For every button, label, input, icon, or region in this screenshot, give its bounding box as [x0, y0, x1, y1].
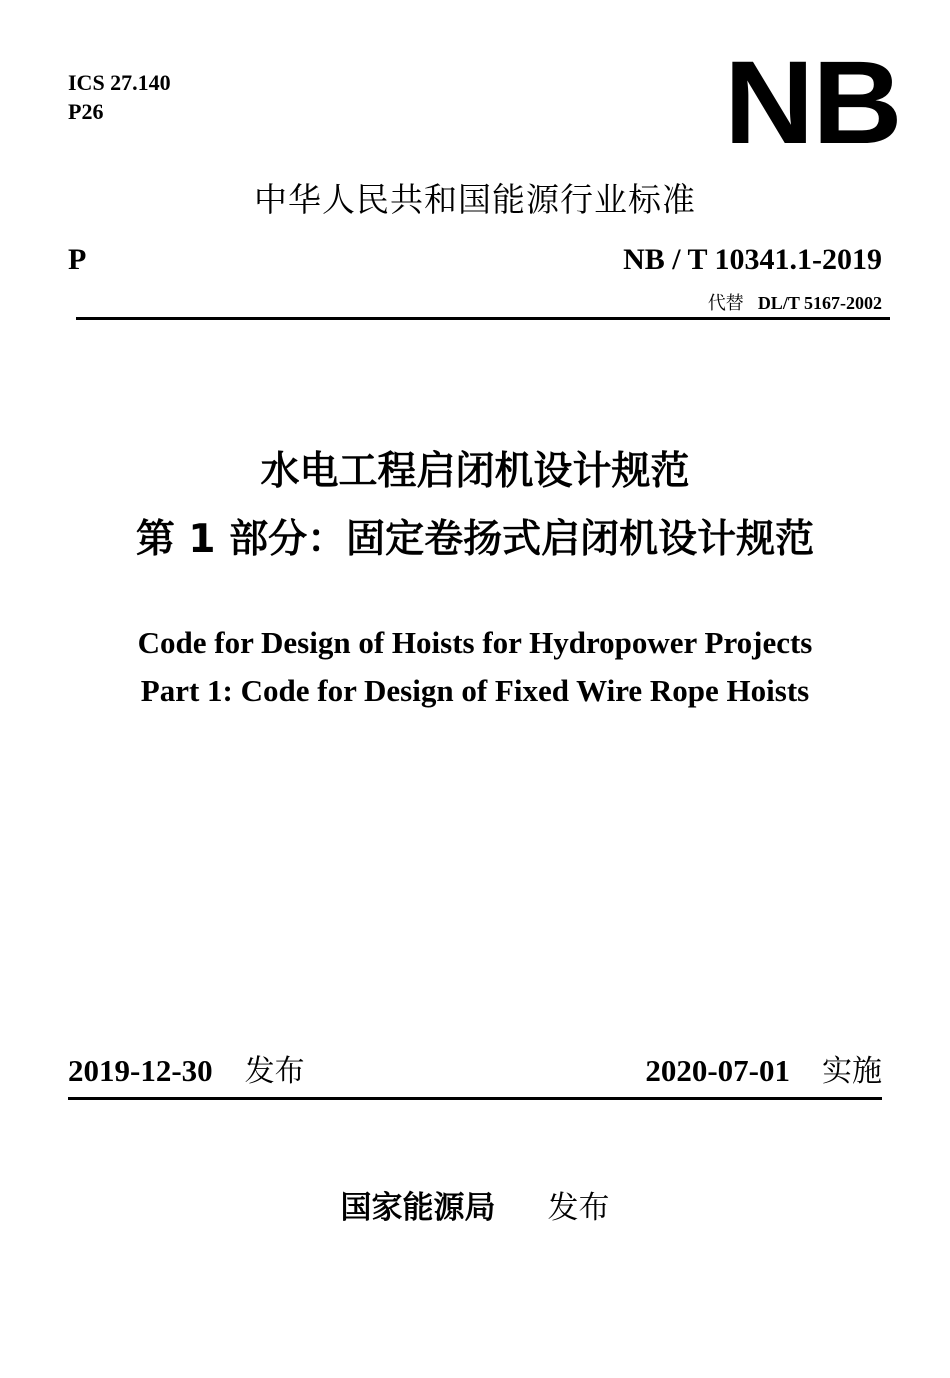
classification-codes: [68, 68, 171, 126]
replaces-number: DL/T 5167-2002: [757, 293, 882, 313]
category-mark: P: [68, 243, 87, 276]
footer-divider: [68, 1097, 882, 1100]
replaces-label: 代替: [707, 293, 744, 314]
issuer-organization: 国家能源局: [340, 1190, 496, 1226]
title-en-line1: Code for Design of Hoists for Hydropower Projects: [137, 625, 813, 660]
standard-type-heading: 中华人民共和国能源行业标准: [254, 180, 696, 219]
implement-date: 2020-07-01: [645, 1053, 790, 1088]
issue-date-line: [68, 1046, 305, 1090]
replaces-line: [708, 289, 882, 315]
title-en-line2: Part 1: Code for Design of Fixed Wire Rope Hoists: [140, 673, 810, 708]
nb-logo: NB: [724, 37, 901, 169]
title-cn-line2: 第 1 部分：固定卷扬式启闭机设计规范: [135, 517, 815, 562]
implement-date-line: [645, 1046, 882, 1090]
issuer-action: 发布: [547, 1190, 610, 1226]
ccs-code: P26: [68, 99, 104, 124]
issue-label: 发布: [244, 1054, 305, 1089]
standard-number: NB / T 10341.1-2019: [623, 243, 882, 276]
implement-label: 实施: [822, 1054, 882, 1089]
ics-code: ICS 27.140: [68, 70, 171, 95]
issuer-line: [0, 1182, 950, 1227]
header-divider: [76, 317, 890, 320]
issue-date: 2019-12-30: [68, 1053, 213, 1088]
title-cn-line1: 水电工程启闭机设计规范: [260, 449, 690, 494]
